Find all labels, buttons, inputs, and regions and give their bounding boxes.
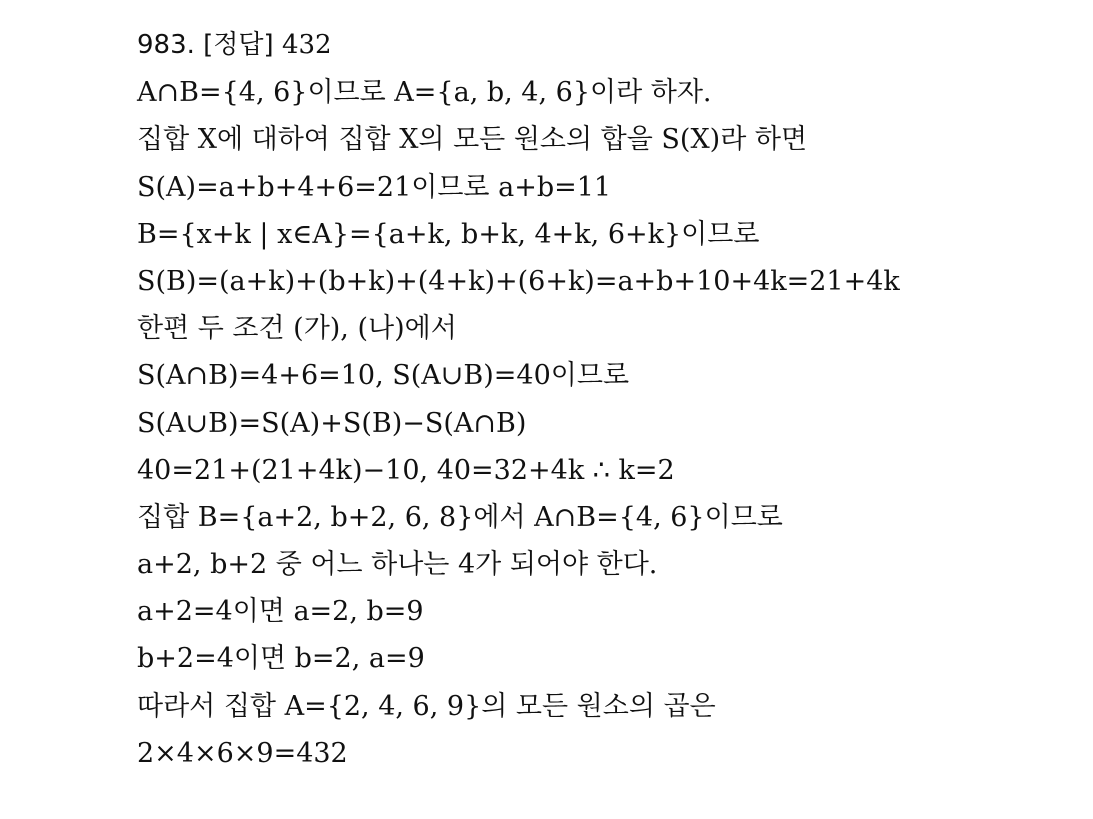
solution-line: 40=21+(21+4k)−10, 40=32+4k ∴ k=2 bbox=[137, 454, 675, 486]
solution-line: 한편 두 조건 (가), (나)에서 bbox=[137, 313, 457, 345]
solution-line: S(B)=(a+k)+(b+k)+(4+k)+(6+k)=a+b+10+4k=21+4k bbox=[137, 265, 900, 297]
solution-line: S(A∪B)=S(A)+S(B)−S(A∩B) bbox=[137, 407, 527, 439]
answer-label: [정답] bbox=[203, 30, 274, 60]
solution-line: a+2, b+2 중 어느 하나는 4가 되어야 한다. bbox=[137, 549, 658, 581]
solution-line: B={x+k | x∈A}={a+k, b+k, 4+k, 6+k}이므로 bbox=[137, 218, 760, 250]
problem-number: 983. bbox=[137, 30, 195, 60]
solution-line: 2×4×6×9=432 bbox=[137, 737, 348, 769]
solution-line: b+2=4이면 b=2, a=9 bbox=[137, 643, 425, 675]
solution-line: a+2=4이면 a=2, b=9 bbox=[137, 596, 424, 628]
solution-line: 집합 B={a+2, b+2, 6, 8}에서 A∩B={4, 6}이므로 bbox=[137, 501, 783, 533]
answer-header bbox=[137, 22, 1037, 69]
solution-text bbox=[137, 22, 1037, 777]
solution-line: S(A)=a+b+4+6=21이므로 a+b=11 bbox=[137, 171, 612, 203]
solution-line: 집합 X에 대하여 집합 X의 모든 원소의 합을 S(X)라 하면 bbox=[137, 124, 808, 156]
solution-line: 따라서 집합 A={2, 4, 6, 9}의 모든 원소의 곱은 bbox=[137, 690, 716, 722]
solution-line: S(A∩B)=4+6=10, S(A∪B)=40이므로 bbox=[137, 360, 630, 392]
answer-value: 432 bbox=[281, 30, 332, 60]
solution-line: A∩B={4, 6}이므로 A={a, b, 4, 6}이라 하자. bbox=[137, 77, 712, 109]
